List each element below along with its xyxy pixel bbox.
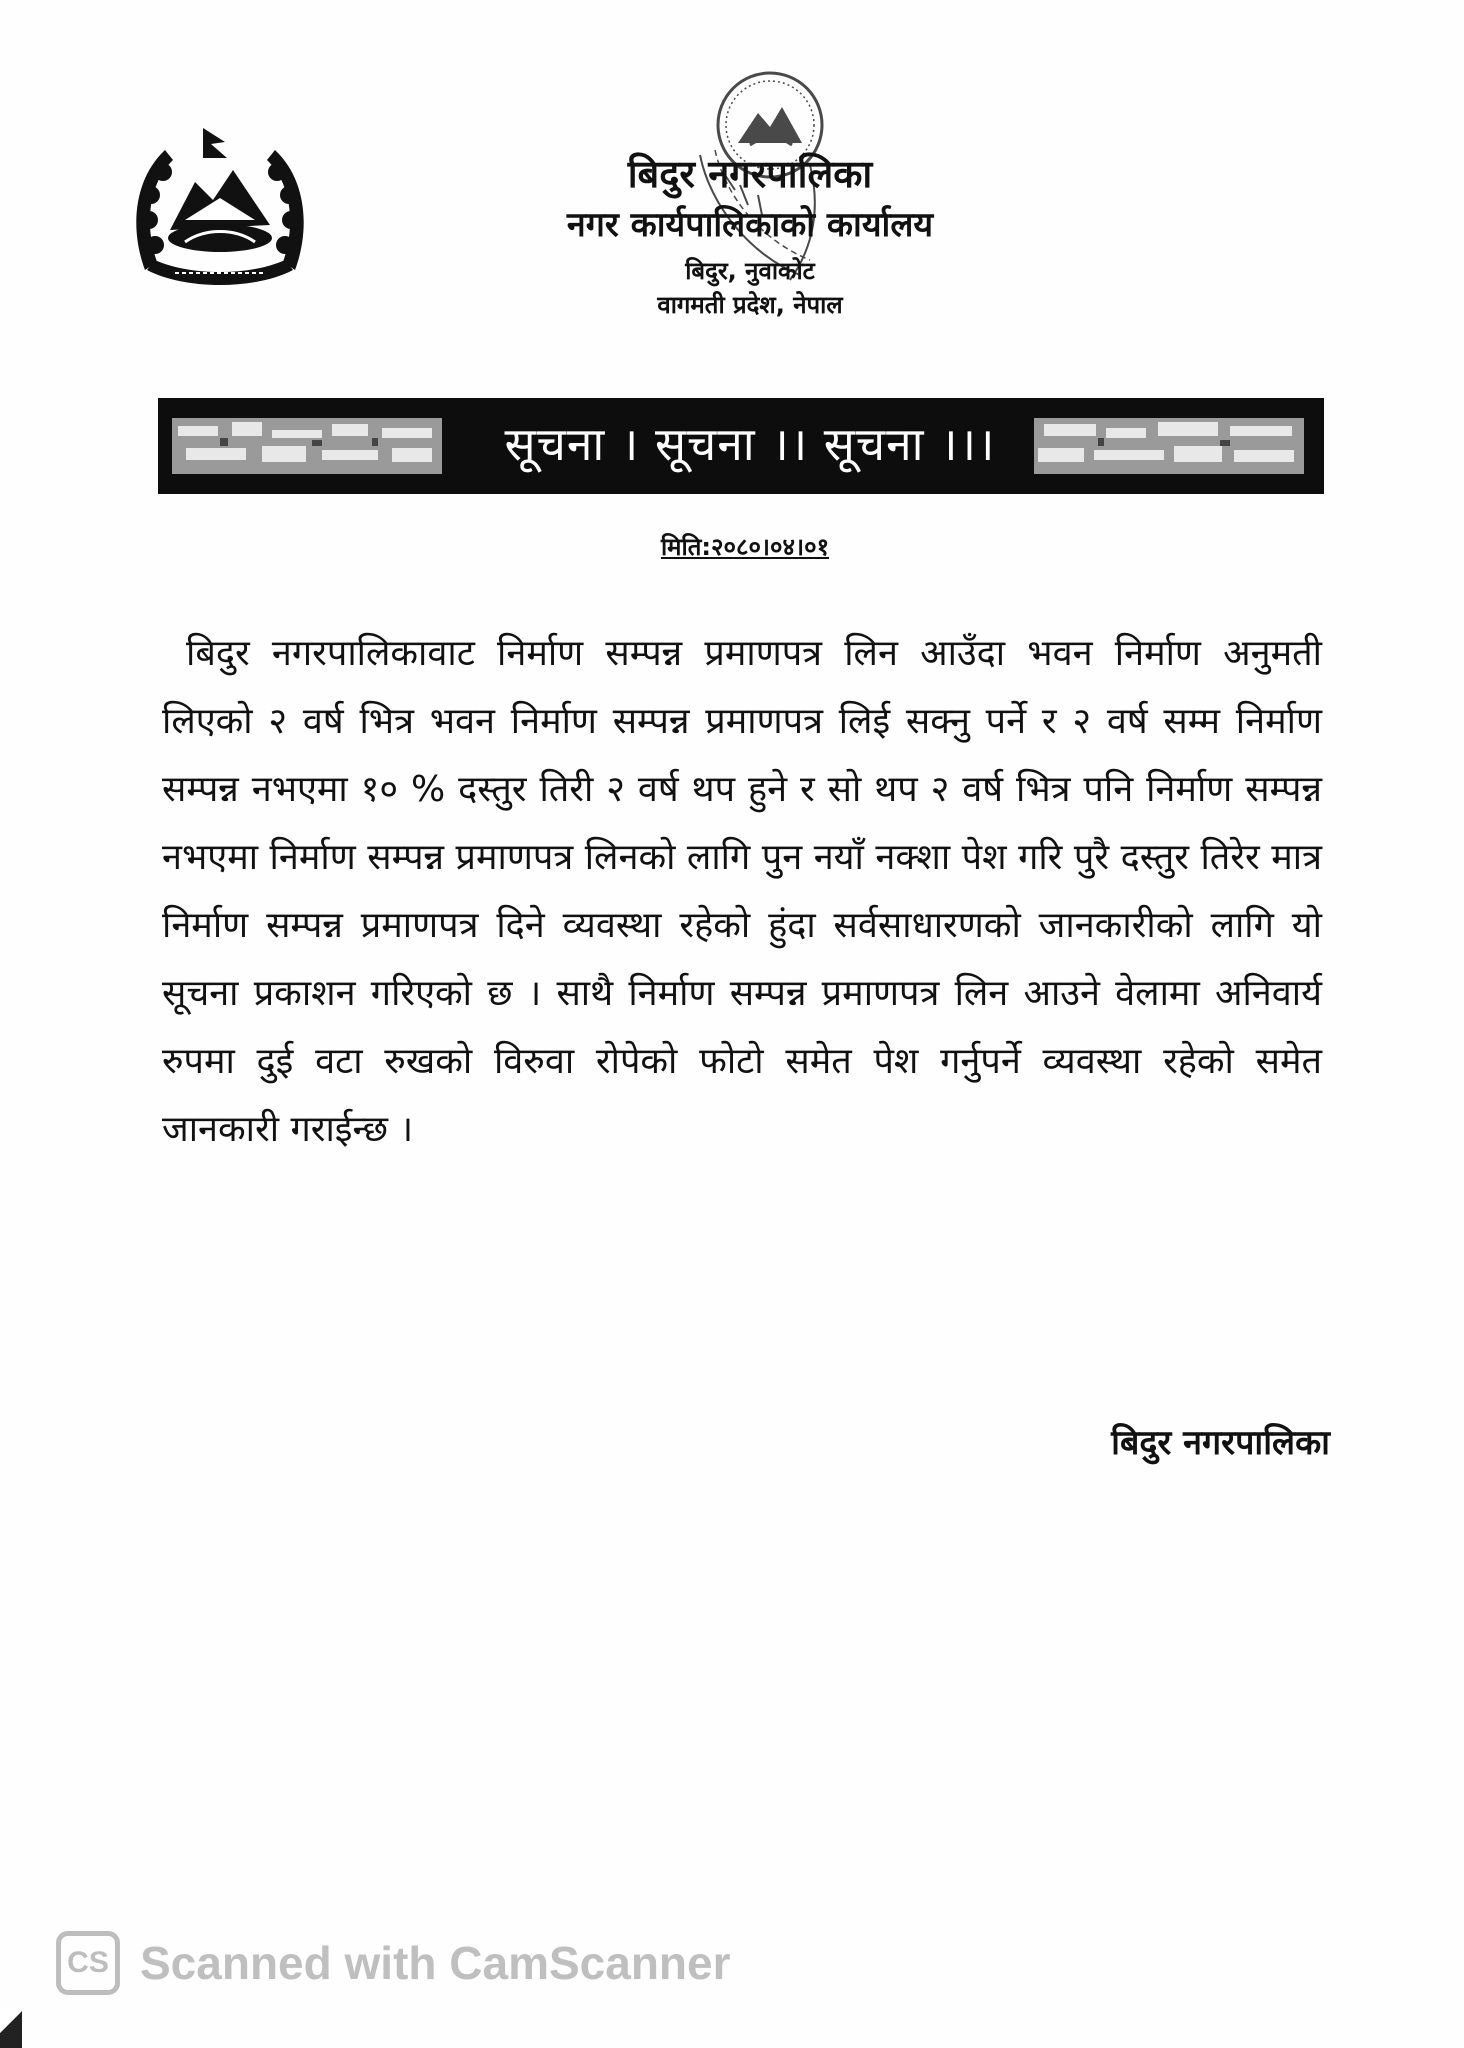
signature-block: बिदुर नगरपालिका (1111, 1423, 1330, 1463)
nepal-government-emblem-icon (125, 120, 315, 295)
notice-heading: सूचना । सूचना ।। सूचना ।।। (504, 417, 996, 471)
banner-texture-right (1034, 418, 1304, 474)
banner-texture-left (172, 418, 442, 474)
org-name: बिदुर नगरपालिका (627, 152, 873, 196)
office-name: नगर कार्यपालिकाको कार्यालय (566, 205, 934, 245)
scan-corner-shadow (0, 2008, 22, 2048)
office-location: बिदुर, नुवाकोट (685, 257, 815, 285)
province-line: वागमती प्रदेश, नेपाल (657, 291, 843, 319)
camscanner-logo-icon: CS (56, 1931, 120, 1995)
camscanner-watermark (56, 1928, 731, 1998)
notice-banner (158, 398, 1324, 494)
letterhead (470, 148, 1030, 322)
watermark-text: Scanned with CamScanner (140, 1937, 731, 1989)
notice-date: मिति:२०८०।०४।०१ (660, 533, 830, 561)
notice-body: बिदुर नगरपालिकावाट निर्माण सम्पन्न प्रमाणपत्र लिन आउँदा भवन निर्माण अनुमती लिएको २ वर्ष भित्र भवन निर्माण सम्पन्न प्रमाणपत्र लिई सक्नु पर्ने र २ वर्ष सम्म निर्माण सम्पन्न नभएमा १० % दस्तुर तिरी २ वर्ष थप हुने र सो थप २ वर्ष भित्र पनि निर्माण सम्पन्न नभएमा निर्माण सम्पन्न प्रमाणपत्र लिनको लागि पुन नयाँ नक्शा पेश गरि पुरै दस्तुर तिरेर मात्र निर्माण सम्पन्न प्रमाणपत्र दिने व्यवस्था रहेको हुंदा सर्वसाधारणको जानकारीको लागि यो सूचना प्रकाशन गरिएको छ । साथै निर्माण सम्पन्न प्रमाणपत्र लिन आउने वेलामा अनिवार्य रुपमा दुई वटा रुखको विरुवा रोपेको फोटो समेत पेश गर्नुपर्ने व्यवस्था रहेको समेत जानकारी गराईन्छ । (162, 633, 1322, 1150)
